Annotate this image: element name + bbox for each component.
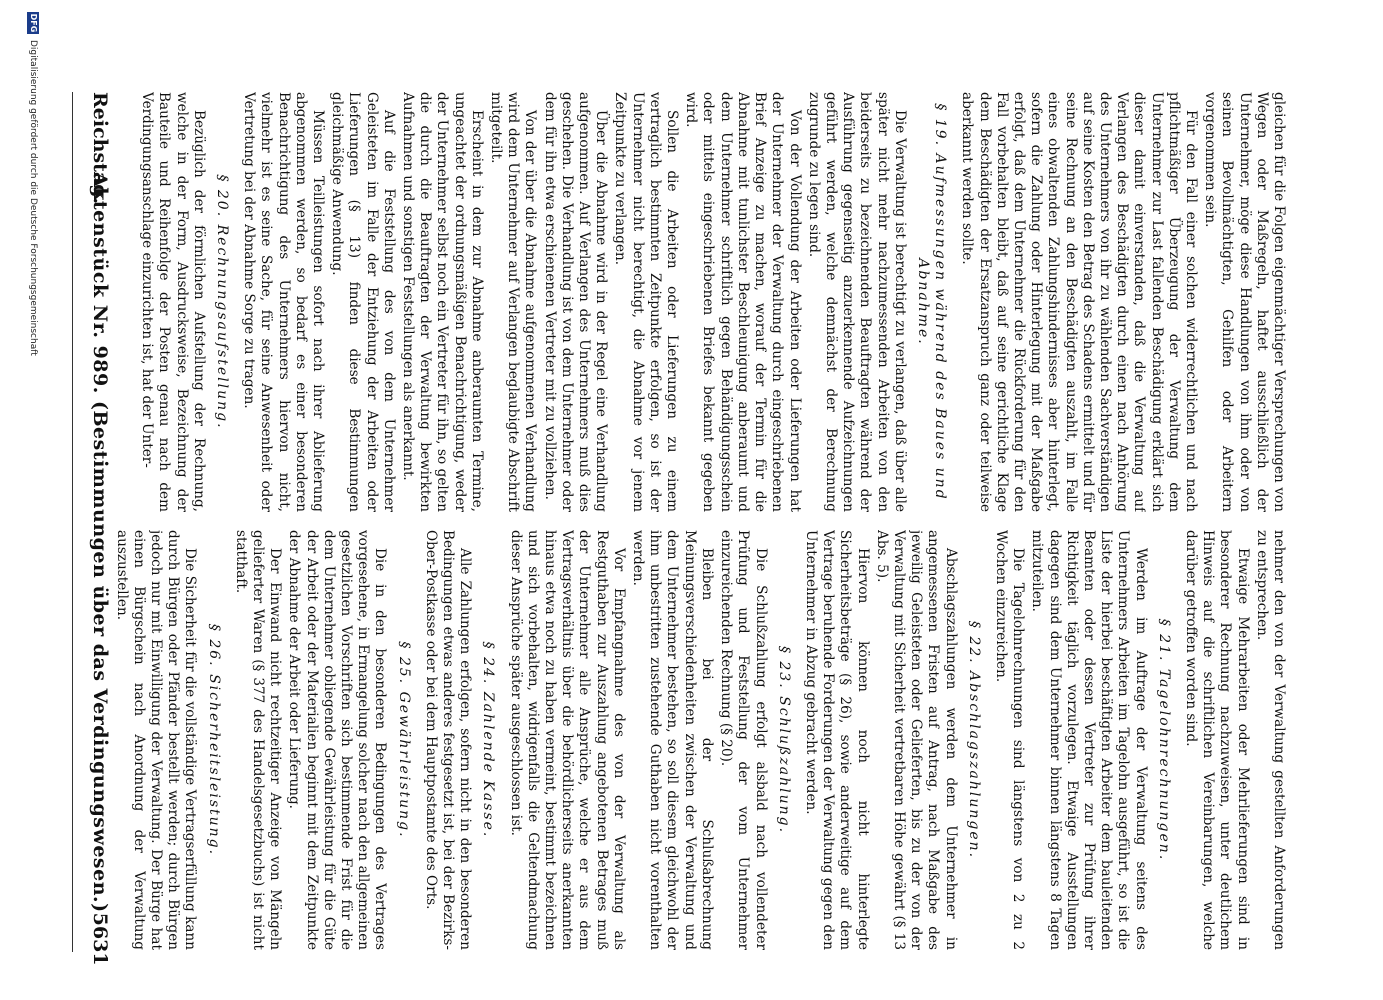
dfg-logo: DFG (29, 13, 38, 33)
header-divider (72, 92, 73, 952)
section-heading: § 23. Schlußzahlung. (775, 645, 792, 835)
paragraph: Alle Zahlungen erfolgen, sofern nicht in den besonderen Bedingungen etwas anderes festgesetzt ist, bei der Bezirks-Ober-Postkasse oder bei dem Hauptpostamte des Orts. (422, 530, 474, 950)
section-heading: § 19. Aufmessungen während des Baues und Abnahme. (914, 103, 949, 501)
paragraph: Hiervon können noch nicht hinterlegte Sicherheitsbeträge (§ 26), sowie anderweitige auf dem Vertrage beruhende Forderungen der Verwaltung gegen den Unternehmer in Abzug gebracht werden. (802, 530, 871, 950)
right-column (111, 530, 1287, 950)
section-heading: § 25. Gewährleistung. (395, 641, 412, 839)
paragraph: Müssen Teilleistungen sofort nach ihrer Ablieferung abgenommen werden, so bedarf es einer besonderen Benachrichtigung des Unternehmers hiervon nicht, vielmehr ist es seine Sache, für seine Anwesenheit oder Vertretung bei der Abnahme Sorge zu tragen. (241, 92, 327, 512)
page-number: 5631 (89, 912, 111, 966)
paragraph: Etwaige Mehrarbeiten oder Mehrlieferungen sind in besonderer Rechnung nachzuweisen, unter deutlichem Hinweis auf die schriftlichen Vereinbarungen, welche darüber getroffen worden sind. (1182, 530, 1251, 950)
paragraph: Auf die Feststellung des von dem Unternehmer Geleisteten im Falle der Entziehung der Arbeiten oder Lieferungen (§ 13) finden diese Bestimmungen gleichmäßige Anwendung. (329, 92, 397, 512)
paragraph: Erscheint in dem zur Abnahme anberaumten Termine, ungeachtet der ordnungsmäßigen Benachrichtigung, weder der Unternehmer selbst noch ein Vertreter für ihn, so gelten die durch die Beauftragten der Verwaltung bewirkten Aufnahmen und sonstigen Feststellungen als anerkannt. (400, 92, 485, 512)
paragraph: gleichen für die Folgen eigenmächtiger Versprechungen von Wegen oder Maßregeln, haftet ausschließlich der Unternehmer, möge diese Handlungen von ihm oder von seinen Bevollmächtigten, Gehilfen oder Arbeitern vorgenommen sein. (1202, 92, 1287, 512)
paragraph: Die Schlußzahlung erfolgt alsbald nach vollendeter Prüfung und Feststellung der vom Unternehmer einzureichenden Rechnung (§ 20). (718, 530, 769, 950)
header-title: Aktenstück Nr. 989. (Bestimmungen über das Verdingungswesen.) (89, 172, 111, 913)
section-heading: § 21. Tagelohnrechnungen. (1155, 618, 1172, 862)
paragraph: Die Tagelohnrechnungen sind längstens von 2 zu 2 Wochen einzureichen. (992, 530, 1027, 950)
paragraph: Sollen die Arbeiten oder Lieferungen zu einem vertraglich bestimmten Zeitpunkte erfolgen, so ist der Unternehmer nicht berechtigt, die Abnahme vor jenem Zeitpunkte zu verlangen. (612, 92, 681, 512)
paragraph: Für den Fall einer solchen widerrechtlichen und nach pflichtmäßiger Überzeugung der Verwaltung dem Unternehmer zur Last fallenden Beschädigung erklärt sich dieser damit einverstanden, daß die Verwaltung auf Verlangen des Beschädigten durch einen nach Anhörung des Unternehmers von ihr zu wählenden Sachverständigen auf seine Kosten den Betrag des Schadens ermittelt und für seine Rechnung an den Beschädigten auszahlt, im Falle eines obwaltenden Zahlungshindernisses aber hinterlegt, sofern die Zahlung oder Hinterlegung mit der Maßgabe erfolgt, daß dem Unternehmer die Rückforderung für den Fall vorbehalten bleibt, daß auf seine gerichtliche Klage dem Beschädigten der Ersatzanspruch ganz oder teilweise aberkannt werden sollte. (959, 92, 1199, 512)
paragraph: Der Einwand nicht rechtzeitiger Anzeige von Mängeln gelieferter Waren (§ 377 des Handelsgesetzbuchs) ist nicht statthaft. (232, 530, 284, 950)
paragraph: Bezüglich der förmlichen Aufstellung der Rechnung, welche in der Form, Ausdrucksweise, Bezeichnung der Bauteile und Reihenfolge der Posten genau nach dem Verdingungsanschlage einzurichten ist, hat der Unter- (139, 92, 207, 512)
paragraph: Die Sicherheit für die vollständige Vertragserfüllung kann durch Bürgen oder Pfänder bestellt werden; durch Bürgen jedoch nur mit Einwilligung der Verwaltung. Der Bürge hat einen Bürgschein nach Anordnung der Verwaltung auszustellen. (113, 530, 199, 950)
paragraph: nehmer den von der Verwaltung gestellten Anforderungen zu entsprechen. (1253, 530, 1287, 950)
left-column (111, 92, 1287, 512)
paragraph: Die in den besonderen Bedingungen des Vertrages vorgesehene, in Ermangelung solcher nach den allgemeinen gesetzlichen Vorschriften sich bestimmende Frist für die dem Unternehmer obliegende Gewährleistung für die Güte der Arbeit oder der Materialien beginnt mit dem Zeitpunkte der Abnahme der Arbeit oder Lieferung. (286, 530, 389, 950)
paragraph: Vor Empfangnahme des von der Verwaltung als Restguthaben zur Auszahlung angebotenen Betrages muß der Unternehmer alle Ansprüche, welche er aus dem Vertragsverhältnis über die behördlicherseits anerkannten hinaus etwa noch zu haben vermeint, bestimmt bezeichnen und sich vorbehalten, widrigenfalls die Geltendmachung dieser Ansprüche später ausgeschlossen ist. (507, 530, 627, 950)
digitization-credit (23, 0, 43, 1000)
paragraph: Von der Vollendung der Arbeiten oder Lieferungen hat der Unternehmer der Verwaltung durch eingeschriebenen Brief Anzeige zu machen, worauf der Termin für die Abnahme mit tunlichster Beschleunigung anberaumt und dem Unternehmer schriftlich gegen Behändigungsschein oder mittels eingeschriebenen Briefes bekannt gegeben wird. (683, 92, 803, 512)
paragraph: Über die Abnahme wird in der Regel eine Verhandlung aufgenommen. Auf Verlangen des Unternehmers muß dies geschehen. Die Verhandlung ist von dem Unternehmer oder dem für ihn etwa erschienenen Vertreter mit zu vollziehen. (541, 92, 610, 512)
section-heading: § 22. Abschlagszahlungen. (965, 620, 982, 860)
paragraph: Abschlagszahlungen werden dem Unternehmer in angemessenen Fristen auf Antrag, nach Maßgabe des jeweilig Geleisteten oder Gelieferten, bis zu der von der Verwaltung mit Sicherheit vertretbaren Höhe gewährt (§ 13 Abs. 5). (873, 530, 959, 950)
credit-text: Digitalisierung gefördert durch die Deutsche Forschungsgemeinschaft (28, 40, 38, 356)
paragraph: Die Verwaltung ist berechtigt zu verlangen, daß über alle später nicht mehr nachzumessenden Arbeiten von den beiderseits zu bezeichnenden Beauftragten während der Ausführung gegenseitig anzuerkennende Aufzeichnungen geführt werden, welche demnächst der Berechnung zugrunde zu legen sind. (805, 92, 908, 512)
paragraph: Werden im Auftrage der Verwaltung seitens des Unternehmers Arbeiten im Tagelohn ausgeführt, so ist die Liste der hierbei beschäftigten Arbeiter dem bauleitenden Beamten oder dessen Vertreter zur Prüfung ihrer Richtigkeit täglich vorzulegen. Etwaige Ausstellungen dagegen sind dem Unternehmer binnen längstens 8 Tagen mitzuteilen. (1029, 530, 1149, 950)
paragraph: Bleiben bei der Schlußabrechnung Meinungsverschiedenheiten zwischen der Verwaltung und dem Unternehmer bestehen, so soll diesem gleichwohl der ihm unbestritten zustehende Guthaben nicht vorenthalten werden. (630, 530, 715, 950)
right-column-text (111, 530, 1287, 950)
section-heading: § 26. Sicherheitsleistung. (205, 623, 222, 857)
left-column-text (111, 92, 1287, 512)
page-header (71, 92, 111, 966)
header-left: Reichstag. (89, 92, 111, 205)
paragraph: Von der über die Abnahme aufgenommenen Verhandlung wird dem Unternehmer auf Verlangen beglaubigte Abschrift mitgeteilt. (488, 92, 539, 512)
section-heading: § 20. Rechnungsaufstellung. (214, 174, 231, 430)
section-heading: § 24. Zahlende Kasse. (480, 641, 497, 839)
